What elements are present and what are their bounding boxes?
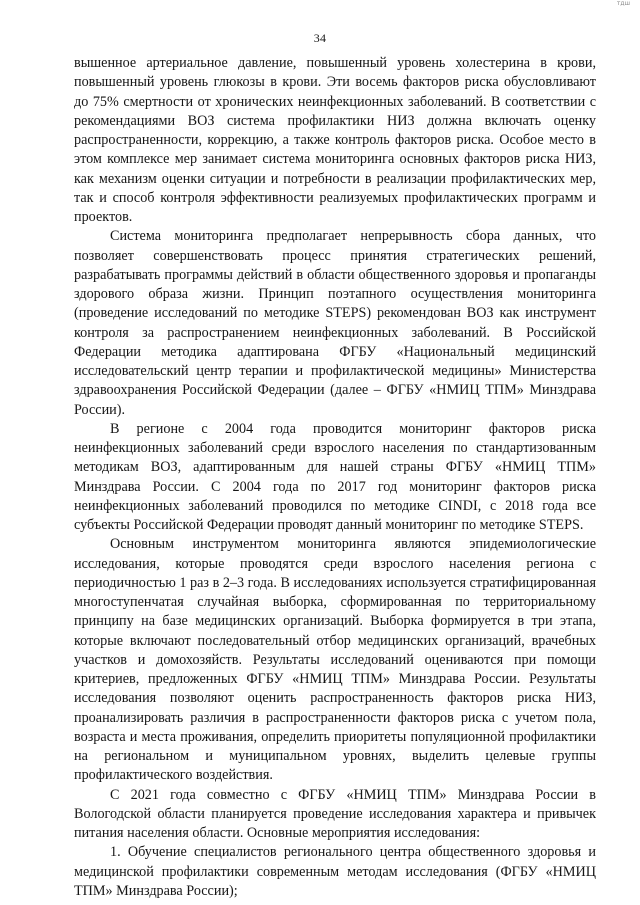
list-item-1: 1. Обучение специалистов регионального центра общественного здоровья и медицинской профилактики современным методам исследования (ФГБУ «НМИЦ ТПМ» Минздрава России);: [74, 844, 596, 899]
paragraph-2: Система мониторинга предполагает непрерывность сбора данных, что позволяет совершенствовать процесс принятия стратегических решений, разрабатывать программы действий в области общественного здоровья и пропаганды здорового образа жизни. Принцип поэтапного осуществления мониторинга (проведение исследований по методике STEPS) рекомендован ВОЗ как инструмент контроля за распространением неинфекционных заболеваний. В Российской Федерации методика адаптирована ФГБУ «Национальный медицинский исследовательский центр терапии и профилактической медицины» Министерства здравоохранения Российской Федерации (далее – ФГБУ «НМИЦ ТПМ» Минздрава России).: [74, 228, 596, 418]
paragraph-5: С 2021 года совместно с ФГБУ «НМИЦ ТПМ» Минздрава России в Вологодской области планируется проведение исследования характера и привычек питания населения области. Основные мероприятия исследования:: [74, 786, 596, 841]
paragraph-3: В регионе с 2004 года проводится мониторинг факторов риска неинфекционных заболеваний среди взрослого населения по стандартизованным методикам ВОЗ, адаптированным для нашей страны ФГБУ «НМИЦ ТПМ» Минздрава России. С 2004 года по 2017 год мониторинг факторов риска неинфекционных заболеваний проводился по методике CINDI, с 2018 года все субъекты Российской Федерации проводят данный мониторинг по методике STEPS.: [74, 420, 596, 533]
corner-mark: тдш: [616, 0, 630, 7]
page-number: 34: [313, 31, 327, 45]
page-body: [74, 54, 596, 901]
paragraph-4: Основным инструментом мониторинга являются эпидемиологические исследования, которые проводятся среди взрослого населения региона с периодичностью 1 раз в 2–3 года. В исследованиях используется стратифицированная многоступенчатая случайная выборка, сформированная по территориальному принципу на базе медицинских организаций. Выборка формируется в три этапа, которые включают последовательный отбор медицинских организаций, врачебных участков и домохозяйств. Результаты исследований оцениваются при помощи критериев, предложенных ФГБУ «НМИЦ ТПМ» Минздрава России. Результаты исследования позволяют оценить распространенность факторов риска НИЗ, проанализировать различия в распространенности факторов риска с учетом пола, возраста и места проживания, определить приоритеты популяционной профилактики на региональном и муниципальном уровнях, выделить целевые группы профилактического воздействия.: [74, 536, 596, 784]
paragraph-1: вышенное артериальное давление, повышенный уровень холестерина в крови, повышенный уровень глюкозы в крови. Эти восемь факторов риска обусловливают до 75% смертности от хронических неинфекционных заболеваний. В соответствии с рекомендациями ВОЗ система профилактики НИЗ должна включать оценку распространенности, коррекцию, а также контроль факторов риска. Особое место в этом комплексе мер занимает система мониторинга основных факторов риска НИЗ, как механизм оценки ситуации и потребности в реализации профилактических мер, так и способ контроля эффективности реализуемых профилактических программ и проектов.: [74, 55, 596, 225]
